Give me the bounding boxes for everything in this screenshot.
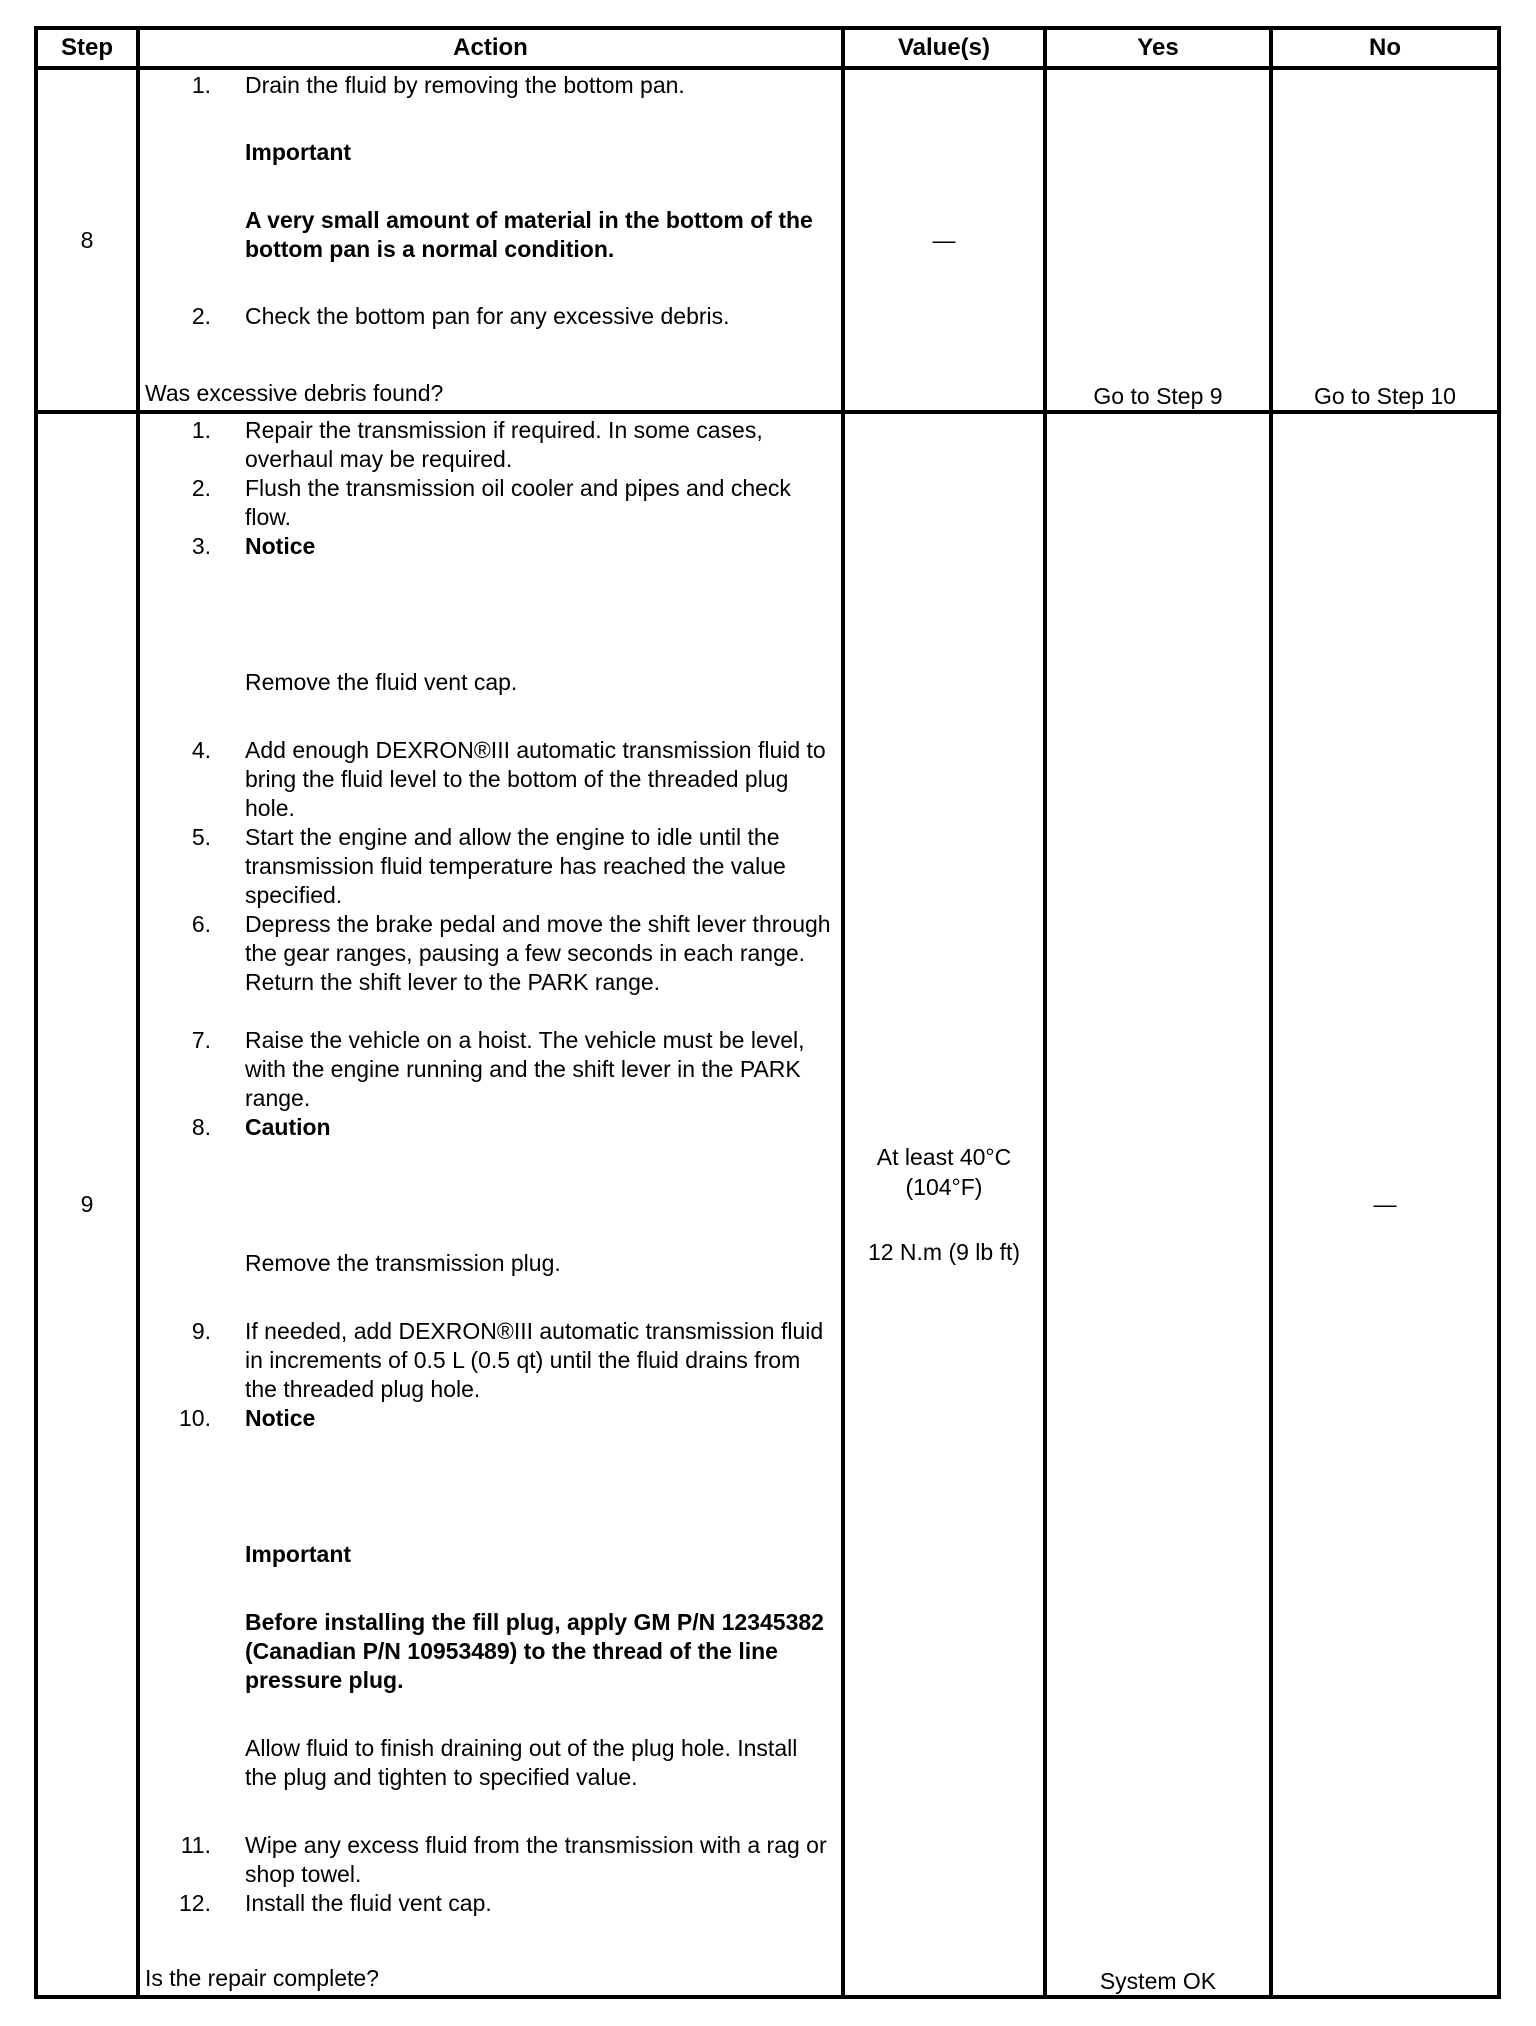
step-8-value: — [843, 68, 1045, 412]
step-9-item-5 [145, 823, 831, 910]
item-text: Install the fluid vent cap. [245, 1890, 492, 1917]
step-9-important-label [145, 1540, 831, 1569]
step-9-important-text [145, 1608, 831, 1695]
item-number: 11. [180, 1832, 211, 1859]
torque-value: 12 N.m (9 lb ft) [867, 1239, 1021, 1266]
step-9-number: 9 [36, 412, 138, 1997]
notice-label: Notice [245, 533, 316, 560]
caution-label: Caution [245, 1114, 331, 1141]
item-text: Add enough DEXRON®III automatic transmission fluid to bring the fluid level to the bottom of the threaded plug hole. [245, 737, 826, 822]
step-9-drain-text [145, 1734, 831, 1792]
item-number: 7. [191, 1027, 211, 1054]
step-8-no: Go to Step 10 [1271, 68, 1499, 412]
temp-value-f: (104°F) [905, 1174, 983, 1201]
step-8-important-text [145, 206, 831, 264]
step-9-item-3 [145, 532, 831, 561]
item-text: Repair the transmission if required. In some cases, overhaul may be required. [245, 417, 763, 473]
item-text: Wipe any excess fluid from the transmission with a rag or shop towel. [245, 1832, 827, 1888]
item-text: Drain the fluid by removing the bottom pan. [245, 72, 685, 99]
step-9-action [138, 412, 843, 1997]
step-8-question: Was excessive debris found? [145, 380, 444, 407]
step-9-row [36, 412, 1499, 1997]
step-9-yes: System OK [1045, 412, 1271, 1997]
step-9-plug-text [145, 1249, 831, 1278]
header-values: Value(s) [843, 28, 1045, 68]
step-8-number: 8 [36, 68, 138, 412]
step-8-item-1 [145, 71, 831, 100]
step-8-row [36, 68, 1499, 412]
item-number: 3. [191, 533, 211, 560]
step-9-item-6 [145, 910, 831, 997]
notice-label: Notice [245, 1405, 316, 1432]
step-9-vent-cap-text [145, 668, 831, 697]
step-9-item-11 [145, 1831, 831, 1889]
item-text: Check the bottom pan for any excessive debris. [245, 303, 730, 330]
item-text: If needed, add DEXRON®III automatic transmission fluid in increments of 0.5 L (0.5 qt) until the fluid drains from the threaded plug hole. [245, 1318, 824, 1403]
step-9-question: Is the repair complete? [145, 1965, 379, 1991]
header-step: Step [36, 28, 138, 68]
item-number: 8. [191, 1114, 211, 1141]
item-text: Remove the fluid vent cap. [245, 669, 518, 696]
step-8-important-label [145, 138, 831, 167]
item-text: Remove the transmission plug. [245, 1250, 561, 1277]
step-9-item-4 [145, 736, 831, 823]
item-text: Allow fluid to finish draining out of the plug hole. Install the plug and tighten to specified value. [245, 1735, 798, 1791]
step-8-action [138, 68, 843, 412]
item-number: 12. [179, 1890, 211, 1917]
item-number: 1. [191, 72, 211, 99]
important-label: Important [245, 139, 352, 166]
step-9-item-1 [145, 416, 831, 474]
step-9-item-8 [145, 1113, 831, 1142]
item-text: Raise the vehicle on a hoist. The vehicle must be level, with the engine running and the shift lever in the PARK range. [245, 1027, 805, 1112]
header-row [36, 28, 1499, 68]
item-number: 5. [191, 824, 211, 851]
step-9-value [843, 412, 1045, 1997]
step-9-item-9 [145, 1317, 831, 1404]
step-8-item-2 [145, 302, 831, 331]
item-number: 2. [191, 303, 211, 330]
header-yes: Yes [1045, 28, 1271, 68]
temp-value: At least 40°C [876, 1144, 1012, 1171]
important-label: Important [245, 1541, 352, 1568]
item-text: Start the engine and allow the engine to idle until the transmission fluid temperature has reached the value specified. [245, 824, 786, 909]
item-number: 1. [191, 417, 211, 444]
item-number: 4. [191, 737, 211, 764]
header-no: No [1271, 28, 1499, 68]
item-number: 10. [179, 1405, 211, 1432]
step-9-no: — [1271, 412, 1499, 1997]
important-text: Before installing the fill plug, apply GM P/N 12345382 (Canadian P/N 10953489) to the thread of the line pressure plug. [245, 1609, 824, 1694]
diagnostic-table [34, 26, 1501, 1999]
item-text: Depress the brake pedal and move the shift lever through the gear ranges, pausing a few seconds in each range. Return the shift lever to the PARK range. [245, 911, 831, 996]
important-text: A very small amount of material in the bottom of the bottom pan is a normal condition. [245, 207, 813, 263]
step-9-item-2 [145, 474, 831, 532]
step-9-item-7 [145, 1026, 831, 1113]
item-number: 2. [191, 475, 211, 502]
step-9-item-12 [145, 1889, 831, 1918]
item-text: Flush the transmission oil cooler and pipes and check flow. [245, 475, 791, 531]
item-number: 9. [191, 1318, 211, 1345]
header-action: Action [138, 28, 843, 68]
step-9-item-10 [145, 1404, 831, 1433]
step-8-yes: Go to Step 9 [1045, 68, 1271, 412]
item-number: 6. [191, 911, 211, 938]
